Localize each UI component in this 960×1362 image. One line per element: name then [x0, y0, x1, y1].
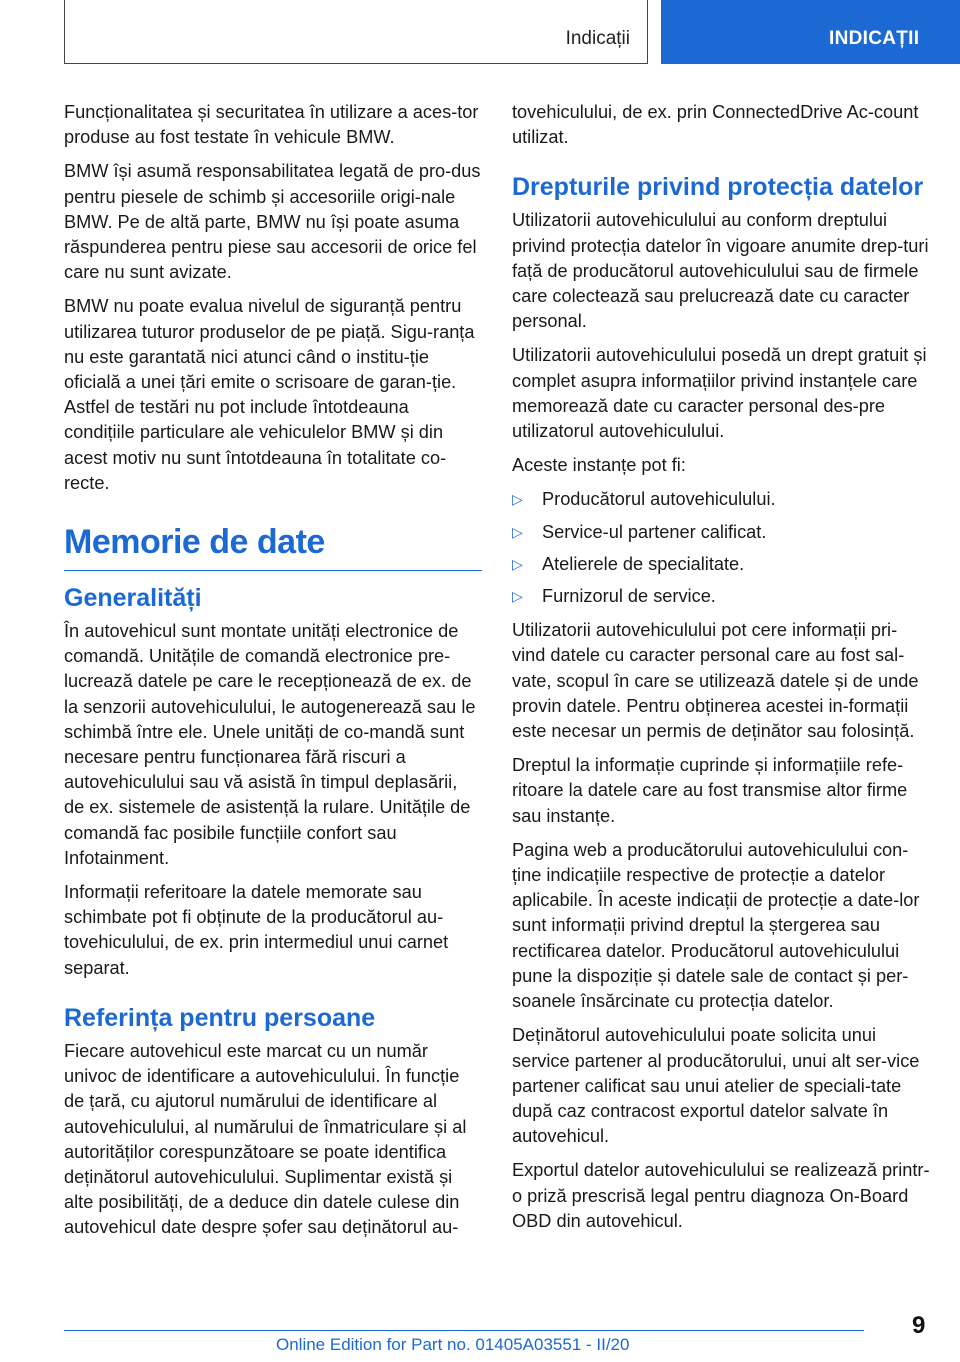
paragraph: Utilizatorii autovehiculului posedă un drept gratuit și complet asupra informațiilor privind instanțele care memorează date cu caracter personal des-pre utilizatorul autovehiculului.: [512, 345, 927, 442]
page-number: 9: [912, 1312, 926, 1339]
paragraph: tovehiculului, de ex. prin ConnectedDrive Ac-count utilizat.: [512, 102, 919, 148]
paragraph: Informații referitoare la datele memorate sau schimbate pot fi obținute de la producătorul au-tovehiculului, de ex. prin intermediul unui carnet separat.: [64, 882, 449, 978]
paragraph: Dreptul la informație cuprinde și informațiile refe-ritoare la datele care au fost transmise altor firme sau instanțe.: [512, 755, 908, 826]
paragraph: Exportul datelor autovehiculului se realizează printr-o priză prescrisă legal pentru diagnoza On-Board OBD din autovehicul.: [512, 1160, 930, 1231]
list-item: [512, 520, 930, 545]
triangle-right-icon: ▷: [512, 588, 523, 605]
paragraph: Funcționalitatea și securitatea în utilizare a aces-tor produse au fost testate în vehicule BMW.: [64, 102, 479, 148]
paragraph: Aceste instanțe pot fi:: [512, 455, 686, 476]
left-column: [64, 100, 482, 1250]
list-item: [512, 487, 930, 512]
paragraph: Deținătorul autovehiculului poate solicita unui service partener al producătorului, unui alt ser-vice partener calificat sau unui atelier de speciali-tate după caz contracost exportul datelor salvate în autovehicul.: [512, 1025, 920, 1147]
paragraph: BMW nu poate evalua nivelul de siguranță pentru utilizarea tuturor produselor de pe piață. Sigu-ranța nu este garantată nici atunci când o institu-ție oficială a unei țări emite o scrisoare de garan-ție. Astfel de testări nu pot include întotdeauna condițiile particulare ale vehiculelor BMW și din acest motiv nu sunt întotdeauna în totalitate co-recte.: [64, 296, 475, 493]
right-column: [512, 100, 930, 1243]
list-item: [512, 552, 930, 577]
chapter-title: Memorie de date: [64, 522, 482, 571]
paragraph: Utilizatorii autovehiculului au conform dreptului privind protecția datelor în vigoare anumite drep-turi față de producătorul autovehiculului sau de firmele care colectează sau prelucrează date cu caracter personal.: [512, 210, 929, 332]
list-item: [512, 584, 930, 609]
section-heading-general: Generalități: [64, 584, 202, 613]
header-tab-indicatii[interactable]: INDICAȚII: [661, 0, 960, 64]
instance-list: [512, 487, 930, 609]
list-item-text: Furnizorul de service.: [542, 586, 716, 607]
triangle-right-icon: ▷: [512, 555, 523, 572]
header-section-title: Indicații: [565, 28, 630, 49]
triangle-right-icon: ▷: [512, 491, 523, 508]
paragraph: Pagina web a producătorului autovehiculului con-ține indicațiile respective de protecție a datelor aplicabile. În aceste indicații de protecție a date-lor sunt informații privind dreptul la ștergerea sau rectificarea datelor. Producătorul autovehiculului pune la dispoziție și datele sale de contact și per-soanele însărcinate cu protecția datelor.: [512, 839, 920, 1012]
footer-edition: Online Edition for Part no. 01405A03551 - II/20: [276, 1335, 630, 1354]
list-item-text: Producătorul autovehiculului.: [542, 489, 776, 510]
footer-divider: [64, 1330, 864, 1331]
triangle-right-icon: ▷: [512, 523, 523, 540]
paragraph: Utilizatorii autovehiculului pot cere informații pri-vind datele cu caracter personal care au fost sal-vate, scopul în care se utilizează datele și de unde provin datele. Pentru obținerea acestei in-formații este necesar un permis de deținător sau folosință.: [512, 620, 919, 742]
list-item-text: Atelierele de specialitate.: [542, 553, 745, 574]
section-heading-rights: Drepturile privind protecția datelor: [512, 173, 924, 202]
paragraph: Fiecare autovehicul este marcat cu un număr univoc de identificare a autovehiculului. În funcție de țară, cu ajutorul numărului de identificare al autovehiculului, al numărului de înmatriculare și al autorităților corespunzătoare se poate identifica deținătorul autovehiculului. Suplimentar există și alte posibilități, de a deduce din datele culese din autovehicul date despre șofer sau deținătorul au-: [64, 1040, 467, 1238]
header-frame: [64, 0, 648, 64]
list-item-text: Service-ul partener calificat.: [542, 521, 767, 542]
paragraph: În autovehicul sunt montate unități electronice de comandă. Unitățile de comandă electronice pre-lucrează datele pe care le recepționează de ex. de la senzorii autovehiculului, le autogenerează sau le schimbă între ele. Unele unități de co-mandă sunt necesare pentru funcționarea fără riscuri a autovehiculului sau vă asistă în timpul deplasării, de ex. sistemele de asistență la rulare. Unitățile de comandă fac posibile funcțiile confort sau Infotainment.: [64, 621, 476, 868]
paragraph: BMW își asumă responsabilitatea legată de pro-dus pentru piesele de schimb și accesoriile origi-nale BMW. Pe de altă parte, BMW nu își poate asuma răspunderea pentru piese sau accesorii de orice fel care nu sunt avizate.: [64, 161, 481, 283]
section-heading-reference: Referința pentru persoane: [64, 1003, 376, 1032]
